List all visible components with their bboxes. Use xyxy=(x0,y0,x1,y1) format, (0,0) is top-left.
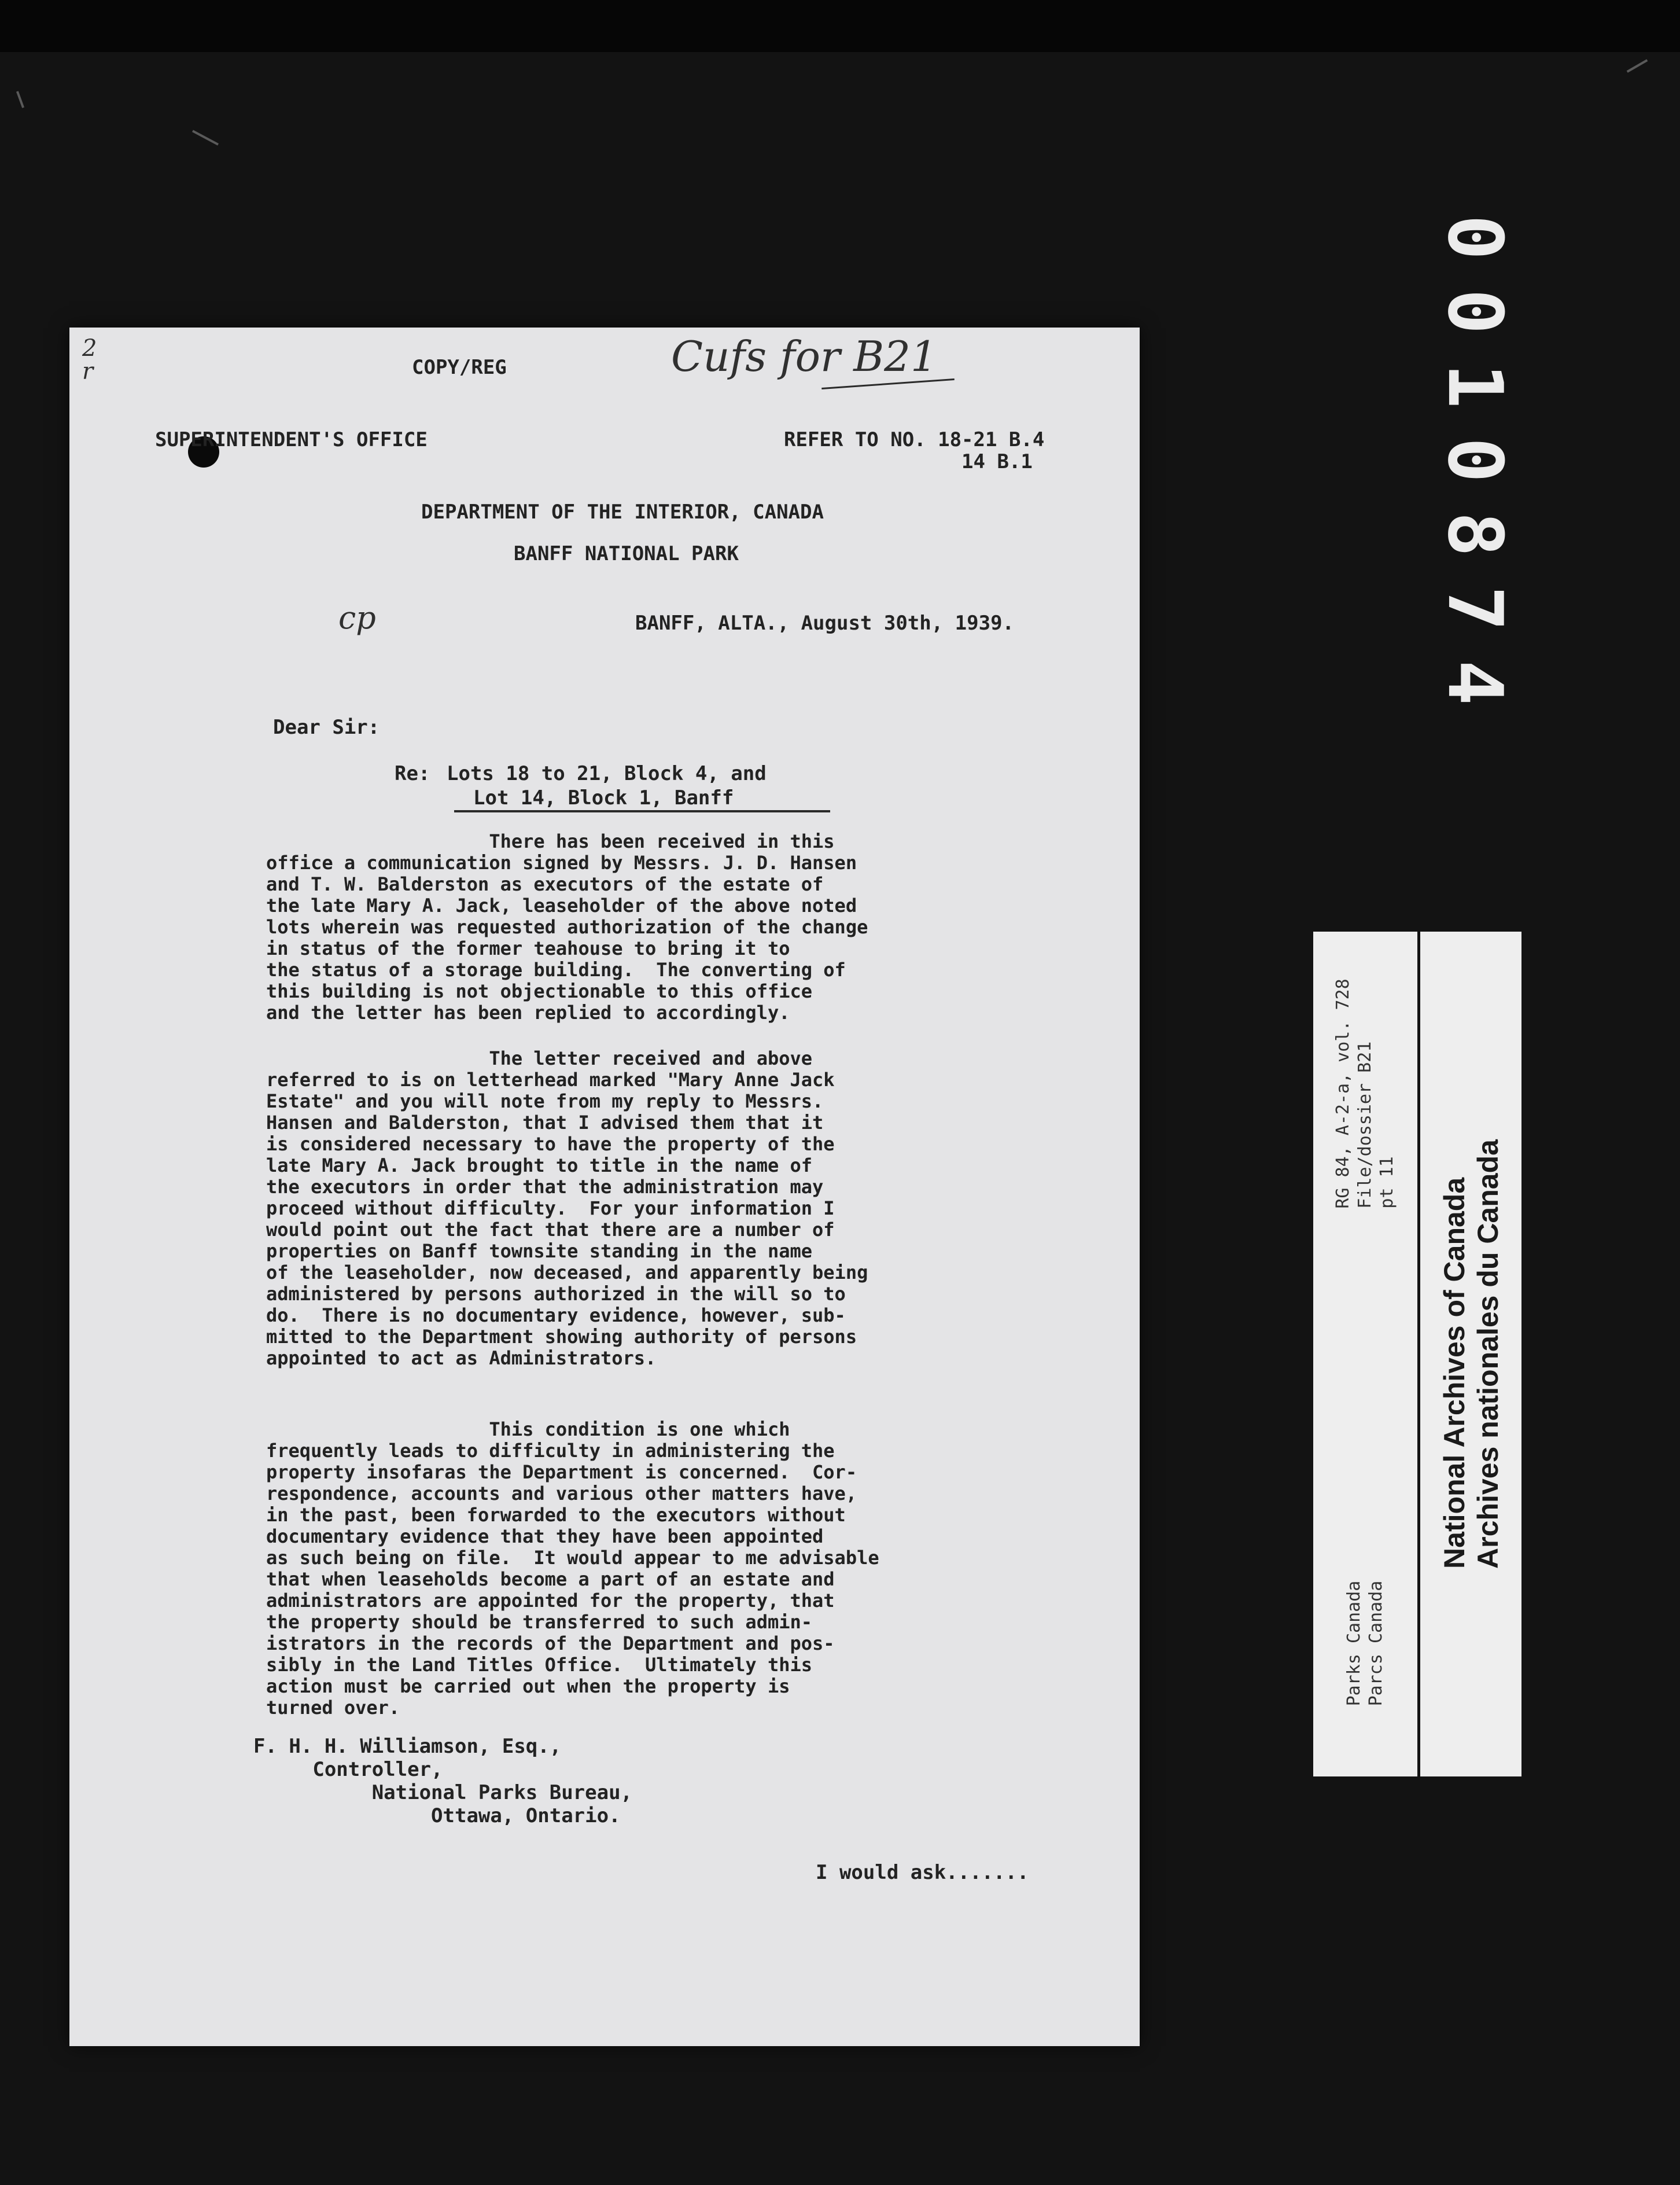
body-paragraph-2: The letter received and above referred to is on letterhead marked "Mary Anne Jack Estate" and you will note from my reply to Messrs. Hansen and Balderston, that I advised them that it is considered necessary to have the property of the late Mary A. Jack brought to title in the name of the executors in order that the administration may proceed without difficulty. For your information I would point out the fact that there are a number of properties on Banff townsite standing in the name of the leaseholder, now deceased, and apparently being administered by persons authorized in the will so to do. There is no documentary evidence, however, sub- mitted to the Department showing authority of persons appointed to act as Administrators. xyxy=(266,1047,868,1369)
reference-text-wrapper xyxy=(1313,937,1417,1250)
reference-text: RG 84, A-2-a, vol. 728 File/dossier B21 pt 11 xyxy=(1333,979,1397,1209)
re-line-1: Lots 18 to 21, Block 4, and xyxy=(447,762,767,785)
re-line-2: Lot 14, Block 1, Banff xyxy=(473,786,734,810)
continuation-line: I would ask....... xyxy=(816,1861,1029,1884)
film-scratch xyxy=(1627,59,1648,72)
margin-handwriting: 2 r xyxy=(82,335,97,385)
refer-to-number: REFER TO NO. 18-21 B.4 14 B.1 xyxy=(784,428,1045,473)
agency-text-wrapper xyxy=(1313,1516,1417,1771)
salutation: Dear Sir: xyxy=(273,716,380,739)
letter-page xyxy=(69,328,1140,2046)
re-underline xyxy=(454,810,830,812)
agency-text: Parks Canada Parcs Canada xyxy=(1344,1580,1386,1706)
addressee-block: F. H. H. Williamson, Esq., Controller, National Parks Bureau, Ottawa, Ontario. xyxy=(253,1735,633,1827)
body-paragraph-1: There has been received in this office a communication signed by Messrs. J. D. Hansen and T. W. Balderston as executors of the estate of the late Mary A. Jack, leaseholder of the above noted lots wherein was requested authorization of the change in status of the former teahouse to bring it to the status of a storage building. The converting of this building is not objectionable to this office and the letter has been replied to accordingly. xyxy=(266,830,868,1024)
institution-text: National Archives of Canada Archives nationales du Canada xyxy=(1438,1139,1504,1569)
film-top-edge xyxy=(0,0,1680,52)
institution-text-wrapper xyxy=(1420,1134,1521,1574)
park-heading: BANFF NATIONAL PARK xyxy=(514,542,739,565)
film-scratch xyxy=(16,91,24,108)
frame-number-text: 0010874 xyxy=(1431,215,1519,734)
re-label: Re: xyxy=(395,762,430,785)
handwritten-file-note: Cufs for B21 xyxy=(671,332,937,381)
margin-handwriting: cp xyxy=(338,599,376,636)
film-scratch xyxy=(192,130,219,145)
body-paragraph-3: This condition is one which frequently leads to difficulty in administering the property insofaras the Department is concerned. Cor- respondence, accounts and various other matters have, in the past, been forwarded to the executors without documentary evidence that they have been appointed as such being on file. It would appear to me advisable that when leaseholds become a part of an estate and administrators are appointed for the property, that the property should be transferred to such admin- istrators in the records of the Department and pos- sibly in the Land Titles Office. Ultimately this action must be carried out when the property is turned over. xyxy=(266,1418,879,1719)
frame-number xyxy=(1429,191,1521,758)
dateline: BANFF, ALTA., August 30th, 1939. xyxy=(635,612,1015,635)
office-heading: SUPERINTENDENT'S OFFICE xyxy=(155,428,428,451)
copy-stamp: COPY/REG xyxy=(412,356,507,379)
department-heading: DEPARTMENT OF THE INTERIOR, CANADA xyxy=(421,501,824,524)
